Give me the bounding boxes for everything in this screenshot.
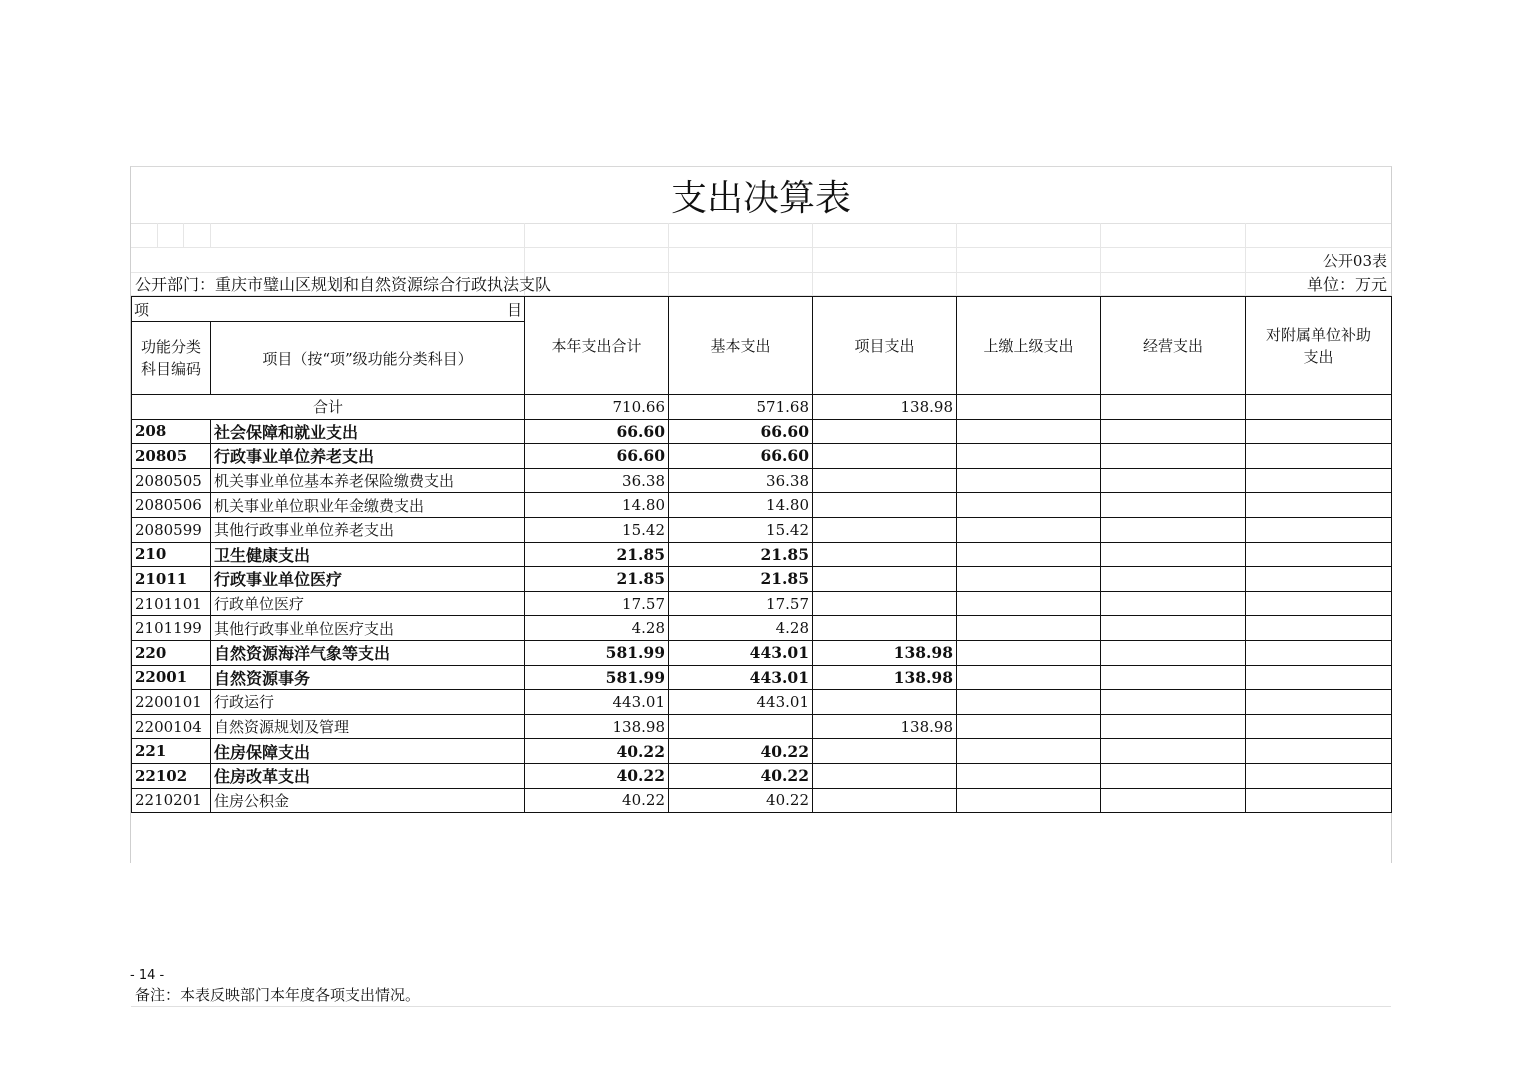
row-value: [1246, 542, 1392, 567]
row-value: [1101, 542, 1246, 567]
row-name: 行政事业单位养老支出: [211, 444, 525, 469]
row-value: 138.98: [525, 714, 669, 739]
row-value: [957, 763, 1101, 788]
row-code: 21011: [132, 567, 211, 592]
row-value: 40.22: [669, 788, 813, 813]
header-col-remit: 上缴上级支出: [957, 297, 1101, 395]
row-value: [813, 542, 957, 567]
table-header: [132, 297, 1392, 395]
unit-label: 单位：万元: [1306, 275, 1387, 294]
spacer-row: [131, 223, 1391, 248]
report-title: 支出决算表: [131, 167, 1391, 224]
row-value: 4.28: [525, 616, 669, 641]
row-value: [1101, 419, 1246, 444]
row-value: 40.22: [525, 763, 669, 788]
row-name: 其他行政事业单位养老支出: [211, 517, 525, 542]
total-value: [1246, 395, 1392, 420]
row-value: 443.01: [525, 690, 669, 715]
row-value: 40.22: [669, 763, 813, 788]
row-value: [957, 690, 1101, 715]
row-code: 220: [132, 640, 211, 665]
footnote: 备注：本表反映部门本年度各项支出情况。: [135, 986, 421, 1004]
row-value: 21.85: [669, 542, 813, 567]
row-value: [957, 468, 1101, 493]
header-mu: 目: [506, 301, 522, 319]
row-value: [1246, 788, 1392, 813]
row-value: 138.98: [813, 665, 957, 690]
row-value: 21.85: [525, 567, 669, 592]
row-value: [1101, 640, 1246, 665]
row-code: 2080599: [132, 517, 211, 542]
row-value: [1101, 788, 1246, 813]
row-name: 住房保障支出: [211, 739, 525, 764]
row-value: [813, 763, 957, 788]
row-value: [1246, 468, 1392, 493]
row-value: [1101, 444, 1246, 469]
row-value: [813, 567, 957, 592]
row-name: 机关事业单位职业年金缴费支出: [211, 493, 525, 518]
row-value: [1246, 640, 1392, 665]
row-value: [813, 591, 957, 616]
table-row: [132, 542, 1392, 567]
row-value: 443.01: [669, 690, 813, 715]
row-value: [957, 640, 1101, 665]
row-value: [1101, 616, 1246, 641]
total-label: 合计: [132, 395, 525, 420]
row-value: [1101, 468, 1246, 493]
table-row: [132, 567, 1392, 592]
row-value: 443.01: [669, 665, 813, 690]
row-value: [957, 714, 1101, 739]
row-code: 2101101: [132, 591, 211, 616]
row-value: [1101, 591, 1246, 616]
row-name: 行政事业单位医疗: [211, 567, 525, 592]
row-name: 其他行政事业单位医疗支出: [211, 616, 525, 641]
row-name: 卫生健康支出: [211, 542, 525, 567]
total-value: 138.98: [813, 395, 957, 420]
row-value: [957, 739, 1101, 764]
row-code: 2210201: [132, 788, 211, 813]
row-value: [1246, 567, 1392, 592]
row-value: 15.42: [525, 517, 669, 542]
row-value: 14.80: [525, 493, 669, 518]
row-value: [957, 493, 1101, 518]
row-name: 自然资源规划及管理: [211, 714, 525, 739]
table-row: [132, 665, 1392, 690]
row-value: [813, 739, 957, 764]
row-value: [1246, 419, 1392, 444]
table-row: [132, 468, 1392, 493]
row-name: 住房改革支出: [211, 763, 525, 788]
row-code: 221: [132, 739, 211, 764]
total-value: [1101, 395, 1246, 420]
row-value: [1246, 665, 1392, 690]
row-value: 40.22: [525, 788, 669, 813]
row-value: [669, 714, 813, 739]
total-value: 710.66: [525, 395, 669, 420]
table-row: [132, 714, 1392, 739]
row-value: 66.60: [669, 444, 813, 469]
row-value: [1246, 714, 1392, 739]
table-row: [132, 739, 1392, 764]
row-value: 66.60: [669, 419, 813, 444]
row-name: 社会保障和就业支出: [211, 419, 525, 444]
table-row: [132, 419, 1392, 444]
row-value: [957, 444, 1101, 469]
row-code: 208: [132, 419, 211, 444]
row-name: 自然资源海洋气象等支出: [211, 640, 525, 665]
row-value: [1101, 517, 1246, 542]
row-name: 行政运行: [211, 690, 525, 715]
row-value: [1101, 714, 1246, 739]
row-code: 2200101: [132, 690, 211, 715]
header-xiangmu: [132, 297, 525, 322]
table-row: [132, 788, 1392, 813]
row-value: [813, 493, 957, 518]
row-value: [1246, 444, 1392, 469]
row-code: 2101199: [132, 616, 211, 641]
spacer-row: [131, 248, 1391, 273]
row-value: 36.38: [525, 468, 669, 493]
page-number: - 14 -: [130, 968, 165, 983]
header-col-project: 项目支出: [813, 297, 957, 395]
row-value: [1246, 690, 1392, 715]
table-row: [132, 591, 1392, 616]
row-value: 17.57: [525, 591, 669, 616]
row-code: 22001: [132, 665, 211, 690]
row-code: 2080505: [132, 468, 211, 493]
row-code: 2080506: [132, 493, 211, 518]
row-value: [1101, 763, 1246, 788]
row-value: [1101, 493, 1246, 518]
row-value: [1246, 763, 1392, 788]
row-value: 443.01: [669, 640, 813, 665]
header-col-total: 本年支出合计: [525, 297, 669, 395]
row-value: [1246, 517, 1392, 542]
table-row: [132, 616, 1392, 641]
total-value: 571.68: [669, 395, 813, 420]
row-code: 20805: [132, 444, 211, 469]
row-value: [957, 665, 1101, 690]
row-value: 138.98: [813, 640, 957, 665]
row-value: [957, 788, 1101, 813]
row-value: 66.60: [525, 419, 669, 444]
table-body: [132, 395, 1392, 813]
table-row: [132, 444, 1392, 469]
header-xiang: 项: [134, 301, 150, 319]
row-value: [813, 690, 957, 715]
row-value: [1101, 739, 1246, 764]
row-value: 21.85: [525, 542, 669, 567]
note-divider: [131, 1006, 1391, 1007]
row-value: [1246, 591, 1392, 616]
row-value: 40.22: [669, 739, 813, 764]
row-code: 2200104: [132, 714, 211, 739]
table-row: [132, 763, 1392, 788]
row-value: 581.99: [525, 665, 669, 690]
row-value: [1246, 739, 1392, 764]
row-value: 14.80: [669, 493, 813, 518]
expenditure-table: [131, 296, 1392, 813]
total-row: [132, 395, 1392, 420]
header-col-subsidy: 对附属单位补助 支出: [1246, 297, 1392, 395]
table-row: [132, 493, 1392, 518]
row-value: 4.28: [669, 616, 813, 641]
header-col-business: 经营支出: [1101, 297, 1246, 395]
row-name: 机关事业单位基本养老保险缴费支出: [211, 468, 525, 493]
row-value: [813, 788, 957, 813]
row-value: 15.42: [669, 517, 813, 542]
row-name: 行政单位医疗: [211, 591, 525, 616]
row-value: [957, 517, 1101, 542]
row-value: [957, 567, 1101, 592]
table-row: [132, 690, 1392, 715]
header-name-col: 项目（按“项”级功能分类科目）: [211, 322, 525, 395]
row-value: [813, 517, 957, 542]
row-value: 581.99: [525, 640, 669, 665]
table-row: [132, 640, 1392, 665]
row-name: 住房公积金: [211, 788, 525, 813]
row-value: 40.22: [525, 739, 669, 764]
row-value: [1246, 493, 1392, 518]
row-code: 22102: [132, 763, 211, 788]
header-col-basic: 基本支出: [669, 297, 813, 395]
row-value: [813, 444, 957, 469]
row-value: 21.85: [669, 567, 813, 592]
header-code-col: 功能分类 科目编码: [132, 322, 211, 395]
row-value: [813, 419, 957, 444]
department-label: 公开部门：重庆市璧山区规划和自然资源综合行政执法支队: [135, 275, 552, 294]
row-value: [1101, 567, 1246, 592]
total-value: [957, 395, 1101, 420]
row-value: [957, 591, 1101, 616]
row-name: 自然资源事务: [211, 665, 525, 690]
row-value: [957, 616, 1101, 641]
report-sheet: [130, 166, 1392, 1004]
row-value: 138.98: [813, 714, 957, 739]
row-code: 210: [132, 542, 211, 567]
form-number: 公开03表: [1322, 252, 1387, 270]
row-value: [957, 419, 1101, 444]
row-value: [957, 542, 1101, 567]
row-value: 66.60: [525, 444, 669, 469]
row-value: [813, 616, 957, 641]
row-value: [1101, 690, 1246, 715]
table-row: [132, 517, 1392, 542]
row-value: [1101, 665, 1246, 690]
row-value: [813, 468, 957, 493]
row-value: [1246, 616, 1392, 641]
row-value: 17.57: [669, 591, 813, 616]
row-value: 36.38: [669, 468, 813, 493]
